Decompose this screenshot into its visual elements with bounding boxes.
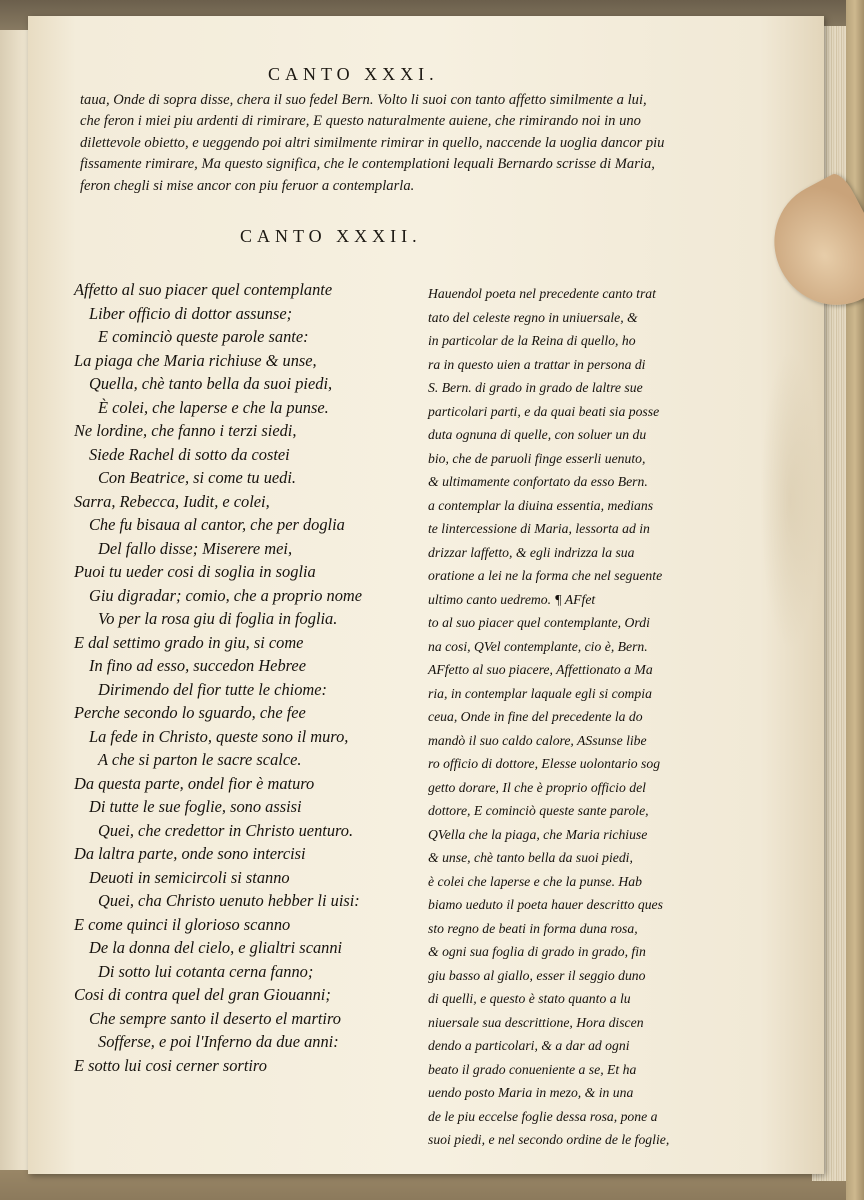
commentary-line: mandò il suo caldo calore, ASsunse libe <box>428 732 647 748</box>
commentary-line: beato il grado conueniente a se, Et ha <box>428 1061 637 1077</box>
commentary-line: duta ognuna di quelle, con soluer un du <box>428 427 647 442</box>
verse-line: Quei, cha Christo uenuto hebber li uisi: <box>98 891 360 910</box>
commentary-line: è colei che laperse e che la punse. Hab <box>428 873 642 889</box>
verse-line: De la donna del cielo, e glialtri scanni <box>89 938 343 957</box>
commentary-line: dendo a particolari, & a dar ad ogni <box>428 1038 630 1053</box>
verse-line: E dal settimo grado in giu, si come <box>74 632 304 652</box>
verse-line: Da questa parte, ondel fior è maturo <box>74 773 315 793</box>
verse-line: Che sempre santo il deserto el martiro <box>89 1008 341 1028</box>
verse-line: Siede Rachel di sotto da costei <box>89 444 290 464</box>
verse-line: Deuoti in semicircoli si stanno <box>89 867 290 887</box>
verse-line: Giu digradar; comio, che a proprio nome <box>89 585 362 605</box>
commentary-line: S. Bern. di grado in grado de laltre sue <box>428 380 643 395</box>
commentary-line: suoi piedi, e nel secondo ordine de le foglie, <box>428 1132 670 1147</box>
verse-line: Di tutte le sue foglie, sono assisi <box>89 797 302 816</box>
verse-line: Che fu bisaua al cantor, che per doglia <box>89 515 345 534</box>
commentary-line: niuersale sua descrittione, Hora discen <box>428 1014 644 1030</box>
commentary-line: drizzar laffetto, & egli indrizza la sua <box>428 544 635 560</box>
commentary-line: in particolar de la Reina di quello, ho <box>428 333 636 348</box>
commentary-line: taua, Onde di sopra disse, chera il suo fedel Bern. Volto li suoi con tanto affetto similmente a lui, <box>80 92 647 108</box>
commentary-line: getto dorare, Il che è proprio officio del <box>428 779 646 795</box>
verse-line: Dirimendo del fior tutte le chiome: <box>98 679 327 699</box>
commentary-line: feron chegli si mise ancor con piu feruor a contemplarla. <box>80 177 415 194</box>
commentary-line: sto regno de beati in forma duna rosa, <box>428 920 638 936</box>
commentary-line: bio, che de paruoli finge esserli uenuto, <box>428 450 646 466</box>
verse-line: E come quinci il glorioso scanno <box>74 914 291 934</box>
commentary-line: ceua, Onde in fine del precedente la do <box>428 709 643 724</box>
verse-line: Ne lordine, che fanno i terzi siedi, <box>74 421 297 440</box>
commentary-line: to al suo piacer quel contemplante, Ordi <box>428 615 650 630</box>
canto-xxxi-heading: CANTO XXXI. <box>268 64 439 84</box>
commentary-line: a contemplar la diuina essentia, medians <box>428 497 654 513</box>
commentary-line: ro officio di dottore, Elesse uolontario sog <box>428 756 661 771</box>
commentary-line: dilettevole obietto, e ueggendo poi altri similmente rimirar in quello, naccende la uoglia dancor piu <box>80 134 665 151</box>
commentary-line: & ogni sua foglia di grado in grado, fin <box>428 944 646 959</box>
verse-line: Sarra, Rebecca, Iudit, e colei, <box>74 491 270 511</box>
commentary-line: giu basso al giallo, esser il seggio duno <box>428 967 646 983</box>
commentary-line: tato del celeste regno in uniuersale, & <box>428 309 638 325</box>
commentary-line: de le piu eccelse foglie dessa rosa, pone a <box>428 1108 658 1124</box>
commentary-line: QVella che la piaga, che Maria richiuse <box>428 826 648 842</box>
verse-line: E cominciò queste parole sante: <box>98 327 309 346</box>
verse-line: Quella, chè tanto bella da suoi piedi, <box>89 374 333 393</box>
verse-line: Cosi di contra quel del gran Giouanni; <box>74 985 331 1004</box>
book-cover-edge <box>846 0 864 1200</box>
verse-line: E sotto lui cosi cerner sortiro <box>74 1055 267 1075</box>
commentary-line: Hauendol poeta nel precedente canto trat <box>428 286 656 301</box>
commentary-line: & unse, chè tanto bella da suoi piedi, <box>428 850 633 865</box>
commentary-line: ria, in contemplar laquale egli si compia <box>428 685 652 701</box>
commentary-line: di quelli, e questo è stato quanto a lu <box>428 991 631 1006</box>
commentary-line: ultimo canto uedremo. ¶ AFfet <box>428 591 596 607</box>
verse-column <box>74 278 434 1077</box>
verse-line: Puoi tu ueder cosi di soglia in soglia <box>74 562 316 581</box>
commentary-line: biamo ueduto il poeta hauer descritto ques <box>428 897 663 912</box>
commentary-line: fissamente rimirare, Ma questo significa, che le contemplationi lequali Bernardo scrisse di Maria, <box>80 156 655 173</box>
verse-line: È colei, che laperse e che la punse. <box>98 397 329 417</box>
canto-xxxi-commentary-ending <box>80 90 750 197</box>
verse-line: Con Beatrice, si come tu uedi. <box>98 468 297 487</box>
commentary-line: ra in questo uien a trattar in persona di <box>428 356 646 372</box>
verse-line: Perche secondo lo sguardo, che fee <box>74 703 306 722</box>
commentary-line: AFfetto al suo piacere, Affettionato a Ma <box>428 662 653 677</box>
verse-line: Affetto al suo piacer quel contemplante <box>74 280 333 299</box>
verse-line: La piaga che Maria richiuse & unse, <box>74 350 317 370</box>
commentary-line: na cosi, QVel contemplante, cio è, Bern. <box>428 638 648 654</box>
commentary-line: dottore, E cominciò queste sante parole, <box>428 803 649 818</box>
commentary-line: te lintercessione di Maria, lessorta ad in <box>428 521 650 536</box>
verse-line: Di sotto lui cotanta cerna fanno; <box>98 961 314 981</box>
verse-line: Del fallo disse; Miserere mei, <box>98 538 293 558</box>
commentary-line: che feron i miei piu ardenti di rimirare, E questo naturalmente auiene, che rimirando noi in uno <box>80 113 641 130</box>
commentary-column <box>428 282 798 1152</box>
verse-line: Sofferse, e poi l'Inferno da due anni: <box>98 1032 339 1051</box>
verse-line: Quei, che credettor in Christo uenturo. <box>98 820 354 840</box>
canto-xxxii-heading: CANTO XXXII. <box>240 226 422 246</box>
verse-line: In fino ad esso, succedon Hebree <box>89 656 306 675</box>
commentary-line: uendo posto Maria in mezo, & in una <box>428 1085 634 1100</box>
verse-line: A che si parton le sacre scalce. <box>98 750 302 769</box>
commentary-line: oratione a lei ne la forma che nel seguente <box>428 568 663 583</box>
verse-line: Da laltra parte, onde sono intercisi <box>74 844 306 863</box>
verse-line: La fede in Christo, queste sono il muro, <box>89 726 349 746</box>
commentary-line: & ultimamente confortato da esso Bern. <box>428 474 648 489</box>
commentary-line: particolari parti, e da quai beati sia posse <box>428 403 660 419</box>
verse-line: Vo per la rosa giu di foglia in foglia. <box>98 609 338 628</box>
verse-line: Liber officio di dottor assunse; <box>89 303 293 323</box>
